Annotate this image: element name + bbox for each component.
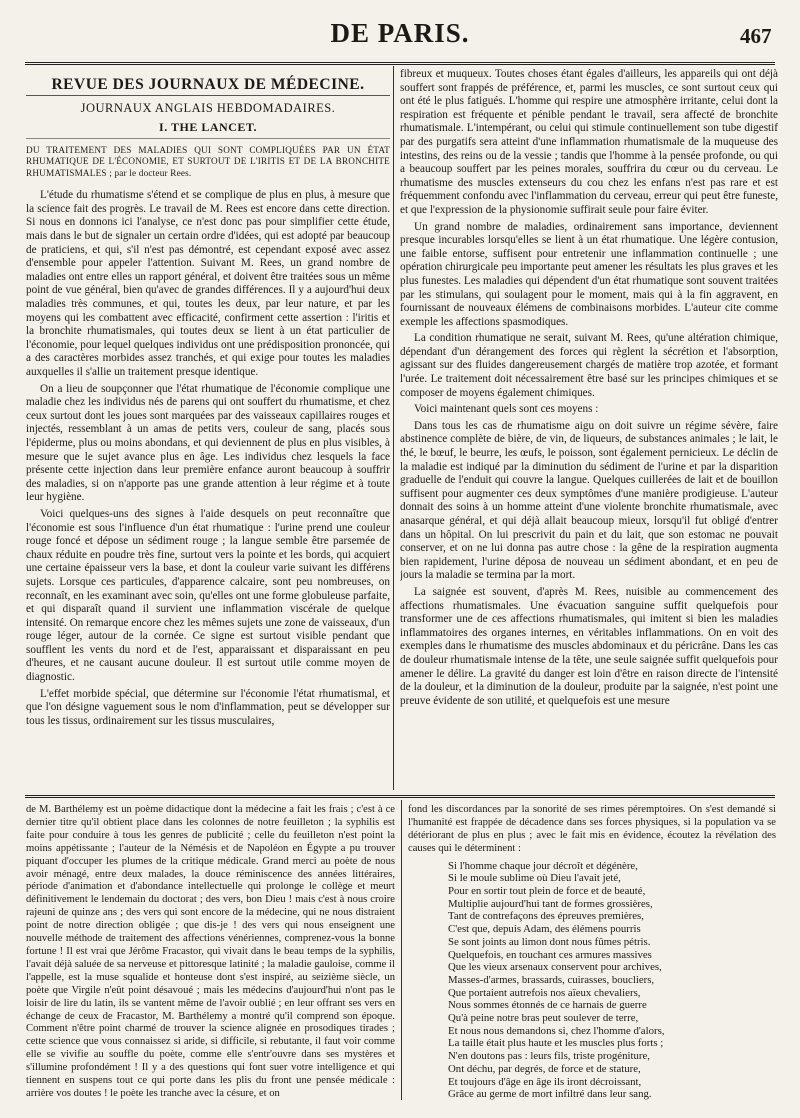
poem-line: Si l'homme chaque jour décroît et dégénère, [448,859,638,872]
paragraph: La saignée est souvent, d'après M. Rees, nuisible au commencement des affections rhumatismales. Une évacuation sanguine suffit quelquefois pour transformer une de ces affections rhumatismales, qui imitent si bien les maladies inflammatoires des organes internes, en véritables inflammations. On en voit des exemples dans le rhumatisme des muscles abdominaux et du péricrâne. Dans les cas de douleur rhumatismale intense de la tête, une seule saignée suffit quelquefois pour amener le délire. La gravité du danger est loin d'être en raison directe de l'intensité de la douleur, et la diminution de la douleur, produite par la saignée, n'est point une preuve évidente de son utilité, et quelquefois est une mesure [400,585,778,707]
paragraph: Dans tous les cas de rhumatisme aigu on doit suivre un régime sévère, faire abstinence complète de bière, de vin, de liqueurs, de substances animales ; le lait, le thé, le bœuf, le beurre, les œufs, le poisson, sont également pernicieux. Le déclin de la maladie est indiqué par la diminution du sédiment de l'urine et par la disparition graduelle de l'enduit qui couvre la langue. Quelques cuillerées de lait et de bouillon suffisent pour augmenter ces deux symptômes d'une manière prodigieuse. L'auteur donnait des soins à un homme atteint d'une violente bronchite rhumatismale, avec anasarque général, et qui déjà allait beaucoup mieux, lorsqu'il fut obligé d'entrer dans un hôpital. On lui prescrivit du pain et du lait, que son estomac ne pouvait conserver, et on ne lui donna pas autre chose : la gêne de la respiration augmenta bien rapidement, l'urine déposa de nouveau un sédiment abondant, et en peu de jours la maladie se termina par la mort. [400,419,778,582]
header-rule [25,62,775,65]
paragraph: fibreux et muqueux. Toutes choses étant égales d'ailleurs, les appareils qui ont déjà souffert sont frappés de préférence, et, parmi les muscles, ce sont surtout ceux qui ont été le plus fatigués. L'homme qui respire une atmosphère irritante, celui dont la respiration est fréquente et pénible pendant le travail, sera affecté de bronchite rhumatismale. L'intempérant, ou celui qui stimule continuellement son tube digestif par des purgatifs sera atteint d'une inflammation rhumatismale de la muqueuse des intestins, des reins ou de la vessie ; tandis que l'homme à la pensée profonde, ou qui a beaucoup souffert par les peines morales, souffrira du cœur ou du cerveau. Le rhumatisme des muscles extenseurs du cou chez les enfans n'est pas rare et est fréquemment confondu avec l'inflammation du cerveau, erreur qui peut être funeste, et que l'expression de la physionomie suffirait seule pour faire éviter. [400,68,778,216]
poem-line: C'est que, depuis Adam, des élémens pourris [448,923,641,936]
poem-line: Quelquefois, en touchant ces armures massives [448,948,652,961]
paragraph: L'effet morbide spécial, que détermine sur l'économie l'état rhumatismal, et que l'on désigne vaguement sous le nom d'inflammation, peut se développer sur tous les tissus, ordinairement sur les tissus musculaires, [26,687,390,727]
column-divider [393,66,394,790]
paragraph: On a lieu de soupçonner que l'état rhumatique de l'économie complique une maladie chez les individus nés de parens qui ont souffert du rhumatisme, et chez ceux surtout dont les joues sont marquées par des vaisseaux capillaires rouges et injectés, ressemblant à un amas de petits vers, couleur de sang, placés sous l'épiderme, plus ou moins abondans, et qui deviennent de plus en plus visibles, à mesure que le sujet avance plus en âge. Les individus chez lesquels la face présente cette injection dans leur première enfance auront beaucoup à souffrir des maladies, si on n'apporte pas une grande attention à leur régime et à toute leur hygiène. [26,382,390,504]
poem-line: Et toujours d'âge en âge ils iront décroissant, [448,1075,642,1088]
paragraph: La condition rhumatique ne serait, suivant M. Rees, qu'une altération chimique, dépendant d'un dérangement des forces qui règlent la sécrétion et l'absorption, agissant sur des fluides dangereusement chargés de matière trop azotée, et formant l'urée. Le traitement doit nécessairement être basé sur les principes chimiques et se composer de moyens également chimiques. [400,332,778,399]
feuilleton-rule [25,795,775,798]
page-header-title: DE PARIS. [330,18,470,48]
poem-line: Masses-d'armes, brassards, cuirasses, boucliers, [448,973,655,986]
right-column [400,68,778,788]
poem-line: Que les vieux arsenaux conservent pour archives, [448,961,662,974]
journals-subtitle: JOURNAUX ANGLAIS HEBDOMADAIRES. [80,100,336,115]
poem-line: Que portaient autrefois nos aïeux chevaliers, [448,986,641,999]
poem-line: Nous sommes étonnés de ce harnais de guerre [448,999,647,1012]
feuilleton-divider [401,800,402,1100]
poem-line: Tant de contrefaçons des épreuves premières, [448,910,644,923]
poem-line: Si le moule sublime où Dieu l'avait jeté, [448,872,621,885]
review-title: REVUE DES JOURNAUX DE MÉDECINE. [26,78,390,96]
poem-line: Se sont joints au limon dont nous fûmes pétris. [448,935,651,948]
feuilleton-right-column [408,804,776,1104]
poem-line: Pour en sortir tout plein de force et de beauté, [448,885,646,898]
feuilleton-left-column [26,804,395,1104]
poem-line: Qu'à peine notre bras peut soulever de terre, [448,1012,639,1025]
paragraph: Voici maintenant quels sont ces moyens : [414,403,599,416]
paragraph: L'étude du rhumatisme s'étend et se complique de plus en plus, à mesure que la science fait des progrès. Le travail de M. Rees est encore dans cette direction. Si nous en donnons ici l'analyse, ce n'est donc pas pour simplifier cette étude, mais dans le but de signaler un certain ordre d'idées, qui est adopté par beaucoup de praticiens, et qui, s'il n'est pas démontré, est cependant exposé avec assez d'ensemble pour appeler l'attention. Suivant M. Rees, un grand nombre de maladies ont entre elles un rapport général, et doivent être traitées sous un même point de vue général, bien qu'avec de grandes différences. Il y a aujourd'hui deux maladies très communes, et qui, toutes les deux, par leur nature, et par les moyens qui les combattent avec efficacité, confirment cette assertion : l'iritis et la bronchite rhumatismales, qui toutes deux se lient à un état particulier de l'économie, pour lequel quelques individus ont une prédisposition prononcée, qui a des caractères morbides assez tranchés, et qui exige pour toutes les maladies auxquelles il s'allie un traitement presque identique. [26,189,390,378]
poem-line: Multiplie aujourd'hui tant de formes grossières, [448,897,653,910]
poem-line: N'en doutons pas : leurs fils, triste progéniture, [448,1050,650,1063]
paragraph: de M. Barthélemy est un poème didactique dont la médecine a fait les frais ; c'est à ce dernier titre qu'il obtient place dans les colonnes de notre feuilleton ; la syphilis est faite pour conduire à tous les genres de publicité ; celle du feuilleton n'est point la moins appétissante ; l'auteur de la Némésis et de Napoléon en Égypte a pu trouver piquant d'occuper les plumes de la critique médicale. Grand merci au poète de nous avoir ménagé, entre deux malades, la douce réminiscence des années littéraires, période d'animation et d'abondance intellectuelle qui prolonge le collège et meurt définitivement le lendemain du doctorat ; des vers, bon Dieu ! mais c'est à nous croire rajeuni de quinze ans ; des vers qui sont encore de la médecine, qui ne nous distraient point de notre direction obligée ; que dis-je ! des vers qui nous enseignent une nouvelle méthode de traitement des affections vénériennes, comprenez-vous la bonne fortune ! Il est vrai que Jérôme Fracastor, qui vivait dans le beau temps de la syphilis, l'avait déjà saluée de sa nerveuse et pittoresque latinité ; la maladie gauloise, comme il l'appelle, est la muse squalide et honteuse dont s'est inspiré, au seizième siècle, un poète que Virgile n'eût point désavoué ; mais les médecins d'aujourd'hui n'ont pas le loisir de lire du latin, ils se vantent même de l'avoir oublié ; en leur offrant ses vers en échange de ceux de Fracastor, M. Barthélemy a montré qu'il comprend son époque. Comment n'être point charmé de trouver la science alignée en prosodiques tirades ; cette science que vous connaissez si aride, si difficile, si rebutante, il faut voir comme elle se vivifie au souffle du poète, comme elle s'entr'ouvre dans ses mystères et s'illumine profondément ! Il y a des questions qui font suer votre intelligence et qui tiennent en suspens tout ce qui porte dans les plis du front une pensée médicale : arrière vos doutes ! le poète les tranche avec la césure, et on [26,804,395,1099]
poem-line: Et nous nous demandons si, chez l'homme d'alors, [448,1024,665,1037]
poem-line: La taille était plus haute et les muscles plus forts ; [448,1037,664,1050]
poem [448,860,776,1101]
page-number: 467 [740,24,772,48]
paragraph: Voici quelques-uns des signes à l'aide desquels on peut reconnaître que l'économie est sous l'influence d'un état rhumatique : l'urine prend une couleur rouge foncé et dépose un sédiment rouge ; la langue semble être parsemée de chaux réduite en poudre très fine, surtout vers la pointe et les bords, qui acquiert une certaine épaisseur vers la base, et dont la couleur varie suivant les différens sujets. Lorsque ces particules, d'apparence calcaire, sont peu nombreuses, on reconnaît, en les examinant avec soin, qu'elles ont une forme globuleuse parfaite, et qui disparaît quand il survient une inflammation viscérale de quelque intensité. On remarque encore chez les mêmes sujets une zone de vaisseaux, d'un rouge léger, autour de la cornée. Ce signe est surtout visible pendant que soufflent les vents du nord et de l'est, apparaissant et disparaissant en peu d'heures, et ne causant aucune douleur. Il est surtout utile comme moyen de diagnostic. [26,507,390,684]
section-heading: I. THE LANCET. [26,121,390,139]
left-column [26,68,390,788]
paragraph: fond les discordances par la sonorité de ses rimes péremptoires. On s'est demandé si l'humanité est frappée de décadence dans ses forces physiques, si la population va se détériorant de plus en plus ; avec le fait mis en évidence, écoutez la révélation des causes qui le déterminent : [408,804,776,854]
poem-line: Grâce au germe de mort infiltré dans leur sang. [448,1088,652,1101]
article-heading: DU TRAITEMENT DES MALADIES QUI SONT COMPLIQUÉES PAR UN ÉTAT RHUMATIQUE DE L'ÉCONOMIE, ET SURTOUT DE L'IRITIS ET DE LA BRONCHITE RHUMATISMALES ; par le docteur Rees. [26,144,390,178]
poem-line: Ont déchu, par degrés, de force et de stature, [448,1062,641,1075]
paragraph: Un grand nombre de maladies, ordinairement sans importance, deviennent presque incurables lorsqu'elles se lient à un état rhumatique. Une légère contusion, une faible entorse, suffisent pour entretenir une inflammation continuelle ; une opération chirurgicale peu importante peut amener les résultats les plus graves et les plus funestes. Les maladies qui dépendent d'un état rhumatique sont souvent traitées par les stimulans, qui soulagent pour le moment, mais qui à la fin aggravent, en fournissant de nouveaux élémens de combinaisons morbides. L'auteur cite comme exemple les affections spasmodiques. [400,220,778,328]
